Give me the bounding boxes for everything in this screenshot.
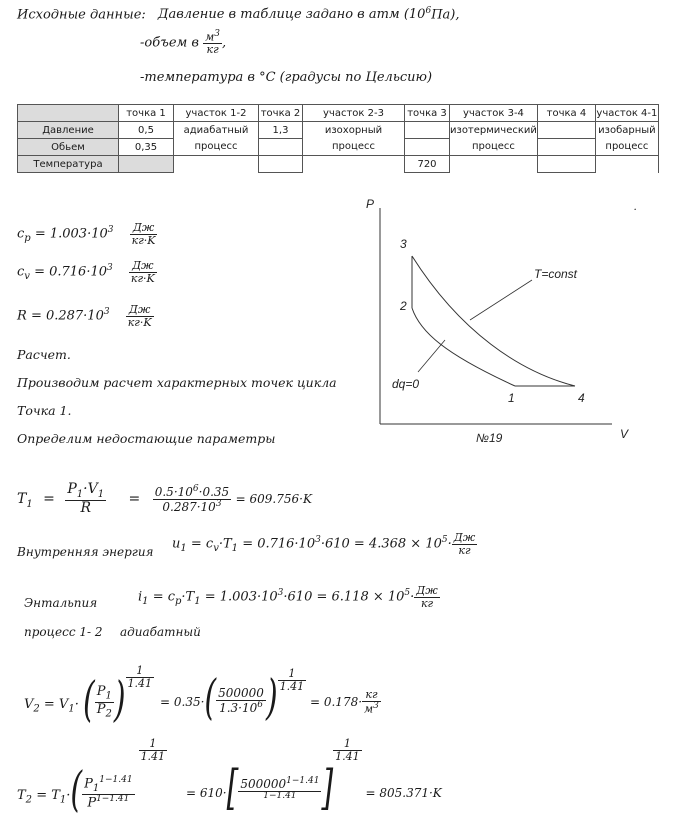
- cv-sub: v: [24, 271, 30, 283]
- t1-num-p: P: [67, 481, 77, 497]
- t2-val-bracket-left: [: [226, 760, 239, 817]
- u1-unit-num: Дж: [453, 531, 476, 544]
- adiab-label: адиабатный: [120, 625, 201, 639]
- cp-unit: [130, 222, 158, 246]
- figure-number: №19: [476, 431, 503, 445]
- v2-frac-num: P: [96, 684, 106, 699]
- table-header-cell: точка 1: [119, 105, 174, 122]
- v2-paren-left: (: [82, 671, 95, 728]
- table-header-cell: участок 4-1: [595, 105, 658, 122]
- v2-sub: 2: [33, 703, 40, 715]
- i1-unit: [414, 585, 439, 609]
- t2-exp: [139, 738, 168, 762]
- cp-sub: p: [24, 233, 31, 245]
- cell-p4-pressure: [537, 122, 595, 139]
- u1-unit-den: кг: [452, 544, 477, 557]
- table-header-cell: [18, 105, 119, 122]
- header-line2: [140, 30, 226, 56]
- cp-equation: [17, 222, 157, 246]
- header-volume-den: кг: [203, 43, 222, 56]
- u1-eq: = c: [190, 536, 214, 552]
- i1-t: ·T: [181, 589, 195, 605]
- t2-val-exp-num: 1: [343, 737, 351, 750]
- v2-exp-num: 1: [136, 664, 144, 677]
- cell-process-4-1: [595, 122, 658, 156]
- t2-val-frac: [238, 777, 321, 805]
- t2-frac-den: P: [87, 795, 97, 811]
- cell-process-3-4: [450, 122, 538, 156]
- r-unit: [126, 304, 154, 328]
- v2-val-den: 1.3·10: [219, 701, 258, 715]
- t2-result: = 805.371·K: [365, 785, 442, 800]
- t2-equation: [17, 737, 167, 818]
- cell-p2-volume: [259, 139, 303, 156]
- r-exp: 3: [103, 307, 110, 318]
- cv-symbol: c: [17, 264, 25, 280]
- header-volume-unit: [203, 30, 222, 56]
- t2-sub: 2: [25, 794, 33, 806]
- process-1-2-name: адиабатный: [183, 124, 249, 136]
- t1-symbol: T: [17, 491, 27, 507]
- v2-val-paren-left: (: [204, 670, 217, 727]
- t2-val-exp: [333, 738, 362, 762]
- opredelim-text: Определим недостающие параметры: [17, 431, 276, 446]
- cv-value: = 0.716·10: [34, 264, 107, 280]
- cell-p3-pressure: [405, 122, 450, 139]
- t1-result: = 609.756·K: [235, 492, 312, 506]
- t2-frac-num-sup: 1−1.41: [99, 775, 133, 785]
- t1-frac2-num-tail: ·0.35: [198, 484, 230, 499]
- table-header-cell: точка 4: [537, 105, 595, 122]
- dq-pointer: [418, 340, 445, 372]
- cell-empty: [174, 156, 259, 173]
- point-4-label: 4: [578, 391, 585, 405]
- v2-result: = 0.178·: [309, 694, 363, 709]
- t-const-label: T=const: [534, 267, 578, 281]
- corner-dot: .: [634, 199, 638, 213]
- header-pressure-text: Давление в таблице задано в атм (10: [157, 7, 426, 23]
- v2-unit-den-sup: 3: [373, 700, 379, 711]
- t2-val-lhs: = 610·: [186, 785, 227, 800]
- point-3-label: 3: [400, 237, 407, 251]
- u1-t: ·T: [218, 536, 232, 552]
- row-label-temperature: Температура: [18, 156, 119, 173]
- i1-eq-sub: p: [175, 596, 182, 608]
- t2-val-num-sup: 1−1.41: [286, 775, 320, 786]
- i1-val-exp: 5: [404, 588, 411, 599]
- cell-p3-volume: [405, 139, 450, 156]
- r-symbol: R: [17, 308, 27, 324]
- i1-unit-den: кг: [414, 597, 439, 610]
- i1-symbol: i: [138, 589, 143, 605]
- cell-process-2-3: [303, 122, 405, 156]
- table-row: [18, 156, 659, 173]
- table-header-row: [18, 105, 659, 122]
- t1-frac: [65, 482, 106, 516]
- cp-unit-num: Дж: [132, 221, 155, 234]
- header-volume-text: -объем в: [140, 35, 199, 51]
- cell-empty: [303, 156, 405, 173]
- i1-equation: $i_1 = c_p\cdot T_1 = 1.003\cdot 10^3\cdot 610 = 6.118 \times 10^5\cdot$ $\frac{Дж}{кг}$: [138, 584, 438, 610]
- t2-paren-left: (: [70, 762, 83, 818]
- table-row: [18, 122, 659, 139]
- i1-eq: = c: [152, 589, 175, 605]
- table-header-cell: участок 2-3: [303, 105, 405, 122]
- r-equation: [17, 304, 154, 328]
- v2-frac: [95, 685, 114, 720]
- header-pressure-tail: Па),: [431, 7, 460, 23]
- process-2-3-name: изохорный: [324, 124, 383, 136]
- v2-val-exp-num: 1: [288, 667, 296, 680]
- dq-label: dq=0: [392, 377, 420, 391]
- cp-symbol: c: [17, 226, 25, 242]
- t-const-pointer: [470, 280, 532, 320]
- v2-val-frac: [216, 687, 266, 714]
- row-label-pressure: Давление: [18, 122, 119, 139]
- cell-p4-temperature: [537, 156, 595, 173]
- cv-exp: 3: [107, 263, 113, 274]
- pv-diagram: [350, 192, 650, 452]
- point-2-label: 2: [400, 299, 407, 313]
- t2-frac-num-sub: 1: [92, 782, 100, 794]
- cv-equation: [17, 260, 157, 284]
- header-volume-num: м: [205, 30, 215, 44]
- process-1-2-word: процесс: [194, 140, 238, 152]
- curve-1-2: [412, 308, 515, 386]
- v2-unit-den: м: [364, 702, 374, 716]
- v2-val-den-sup: 6: [257, 700, 263, 710]
- t2-frac: [82, 776, 134, 810]
- v2-paren-right: ): [113, 671, 126, 728]
- cp-value: = 1.003·10: [34, 226, 108, 242]
- t2-frac-num: P: [84, 776, 93, 792]
- v2-frac-den: P: [96, 702, 106, 718]
- header-volume-tail: ,: [222, 35, 227, 51]
- cell-p2-temperature: [259, 156, 303, 173]
- t2-val-den-sup: 1−1.41: [263, 790, 297, 801]
- tochka1-heading: Точка 1.: [17, 403, 72, 418]
- t2-exp-den: 1.41: [140, 749, 166, 763]
- table-header-cell: точка 3: [405, 105, 450, 122]
- t2-exp-num: 1: [149, 737, 157, 750]
- u1-val-sup: 3: [315, 535, 321, 546]
- u1-equation: $u_1 = c_v\cdot T_1 = 0.716\cdot 10^3\cdot 610 = 4.368 \times 10^5\cdot$ $\frac{Дж}{кг}$: [172, 531, 476, 557]
- i1-val: = 1.003·10: [204, 589, 278, 605]
- v2-equation: [24, 664, 154, 728]
- t2-val-bracket-right: ]: [321, 760, 334, 817]
- u1-t-sub: 1: [231, 543, 239, 555]
- raschet-heading: Расчет.: [17, 347, 71, 362]
- t1-frac2-den-sup: 3: [215, 498, 222, 509]
- t2-eq-sub: 1: [59, 794, 67, 806]
- v2-eq: = V: [43, 697, 69, 713]
- v2-exp-den: 1.41: [127, 676, 153, 690]
- vnutr-label: Внутренняя энергия: [17, 545, 154, 559]
- t1-sub: 1: [26, 498, 33, 510]
- process-2-3-word: процесс: [332, 140, 375, 152]
- cp-exp: 3: [107, 225, 114, 236]
- u1-val: = 0.716·10: [242, 536, 316, 552]
- i1-unit-num: Дж: [416, 584, 438, 597]
- point-1-label: 1: [508, 391, 515, 405]
- t2-val-exp-den: 1.41: [335, 749, 360, 763]
- entalpia-label: Энтальпия: [24, 596, 98, 610]
- t1-num-sub2: 1: [97, 488, 105, 500]
- process-3-4-name: изотермический: [450, 124, 537, 136]
- t2-symbol: T: [17, 787, 26, 803]
- v2-val-lhs: = 0.35·: [160, 694, 205, 709]
- v2-val-exp: [278, 668, 307, 692]
- v2-symbol: V: [24, 697, 34, 713]
- cell-p4-volume: [537, 139, 595, 156]
- cv-unit-num: Дж: [132, 259, 154, 272]
- v2-val-num: 500000: [218, 686, 264, 701]
- v2-val-exp-den: 1.41: [279, 679, 305, 693]
- table-header-cell: участок 1-2: [174, 105, 259, 122]
- header-line1: [17, 6, 459, 22]
- cell-p1-volume: 0,35: [119, 139, 174, 156]
- t1-frac2: [153, 485, 231, 513]
- v2-unit-num: кг: [365, 688, 378, 702]
- v2-frac-den-sub: 2: [105, 708, 112, 720]
- u1-val-exp: 5: [441, 535, 448, 546]
- i1-val-tail: ·610 = 6.118 × 10: [283, 589, 405, 605]
- t1-num-sub1: 1: [76, 488, 84, 500]
- t2-value: [186, 737, 442, 817]
- cell-p2-pressure: 1,3: [259, 122, 303, 139]
- process-3-4-word: процесс: [471, 140, 515, 152]
- t1-eq-sign2: =: [128, 491, 141, 507]
- t1-frac2-num-sup: 6: [192, 483, 199, 494]
- cv-unit-den: кг·K: [130, 271, 155, 285]
- table-header-cell: точка 2: [259, 105, 303, 122]
- header-line3: -температура в °C (градусы по Цельсию): [140, 70, 433, 85]
- process-4-1-word: процесс: [605, 140, 649, 152]
- v2-val-paren-right: ): [265, 670, 278, 727]
- i1-val-sup: 3: [277, 588, 284, 599]
- t2-frac-den-sup: 1−1.41: [96, 794, 130, 805]
- v2-unit: [362, 689, 381, 715]
- t1-equation: [17, 482, 312, 516]
- header-pressure-sup: 6: [425, 6, 432, 16]
- cp-unit-den: кг·K: [131, 233, 156, 247]
- u1-symbol: u: [172, 536, 181, 552]
- r-unit-num: Дж: [128, 303, 151, 316]
- t2-lhs: $T_2 = T_1\cdot$: [17, 787, 71, 806]
- v2-frac-num-sub: 1: [105, 690, 112, 702]
- i1-sub: 1: [142, 596, 149, 608]
- cell-p1-pressure: 0,5: [119, 122, 174, 139]
- table-header-cell: участок 3-4: [450, 105, 538, 122]
- source-data-table: [17, 104, 659, 173]
- cell-process-1-2: [174, 122, 259, 156]
- u1-val-tail: ·610 = 4.368 × 10: [320, 536, 442, 552]
- r-unit-den: кг·K: [127, 315, 152, 329]
- u1-unit: [452, 532, 477, 556]
- r-value: = 0.287·10: [30, 308, 104, 324]
- t1-den: R: [65, 500, 106, 516]
- process12-label: процесс 1- 2: [24, 625, 103, 639]
- cell-empty: [595, 156, 658, 173]
- v-axis-label: V: [620, 427, 629, 441]
- v2-eq-sub: 1: [68, 703, 75, 715]
- cell-p3-temperature: 720: [405, 156, 450, 173]
- header-volume-num-sup: 3: [214, 29, 220, 39]
- t1-eq-sign: =: [43, 491, 55, 507]
- header-label: Исходные данные:: [17, 7, 146, 23]
- process-4-1-name: изобарный: [598, 124, 656, 136]
- u1-eq-sub: v: [213, 543, 219, 555]
- proizvodim-text: Производим расчет характерных точек цикла: [17, 375, 337, 390]
- t1-frac2-den: 0.287·10: [162, 499, 216, 514]
- cell-p1-temperature: [119, 156, 174, 173]
- u1-sub: 1: [180, 543, 187, 555]
- cv-unit: [129, 260, 157, 284]
- t2-val-num: 500000: [240, 776, 287, 791]
- v2-exp: [126, 665, 155, 689]
- v2-lhs: $V_2 = V_1\cdot$: [24, 697, 79, 715]
- t1-num-v: ·V: [83, 481, 98, 497]
- t1-frac2-num: 0.5·10: [154, 484, 193, 499]
- p-axis-label: P: [366, 197, 375, 211]
- cell-empty: [450, 156, 538, 173]
- i1-t-sub: 1: [194, 596, 201, 608]
- row-label-volume: Обьем: [18, 139, 119, 156]
- t2-eq: = T: [36, 787, 60, 803]
